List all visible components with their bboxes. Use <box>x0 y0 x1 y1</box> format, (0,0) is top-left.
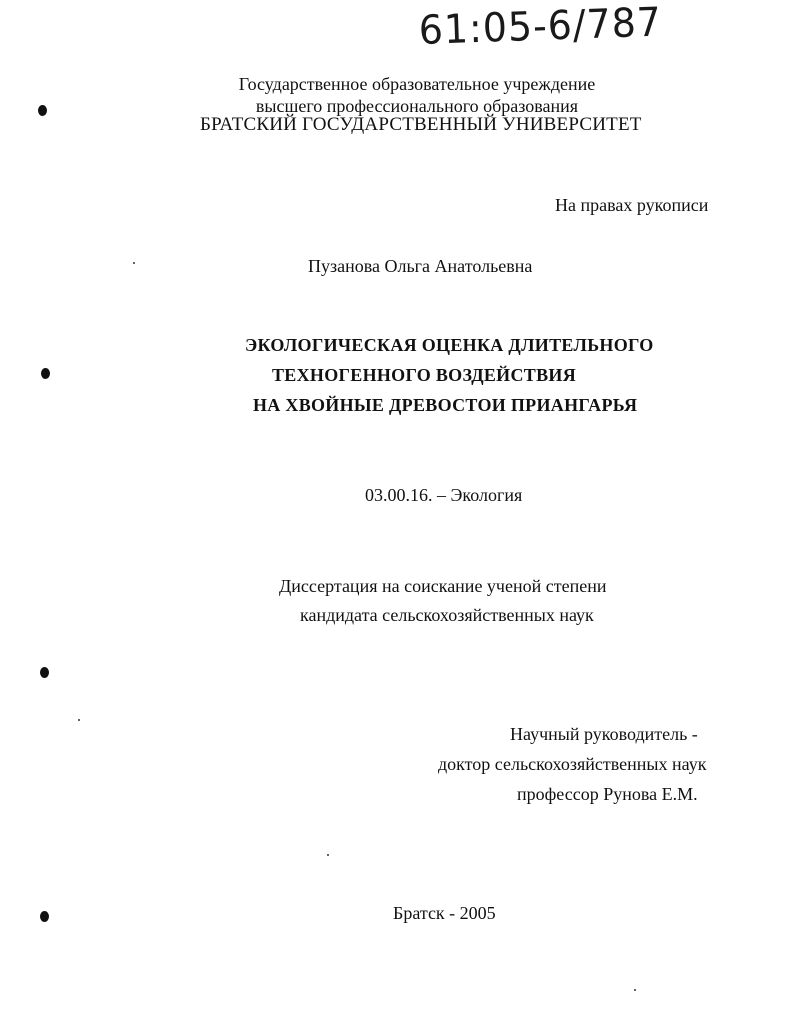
title-line-1: ЭКОЛОГИЧЕСКАЯ ОЦЕНКА ДЛИТЕЛЬНОГО <box>245 335 654 355</box>
manuscript-rights: На правах рукописи <box>555 195 709 215</box>
institution-line-1: Государственное образовательное учреждение <box>238 74 596 94</box>
dissertation-line-1: Диссертация на соискание ученой степени <box>279 576 607 596</box>
punch-hole-mark <box>40 667 49 678</box>
supervisor-line-2: доктор сельскохозяйственных наук <box>438 754 707 774</box>
supervisor-line-1: Научный руководитель - <box>510 724 698 744</box>
scan-speck <box>327 854 329 856</box>
specialty-code: 03.00.16. – Экология <box>365 485 523 505</box>
scan-speck <box>133 262 135 264</box>
scan-speck <box>78 719 80 721</box>
archive-stamp: 61:05-6/787 <box>418 0 663 54</box>
supervisor-line-3: профессор Рунова Е.М. <box>517 784 698 804</box>
punch-hole-mark <box>41 368 50 379</box>
punch-hole-mark <box>40 911 49 922</box>
scan-speck <box>634 989 636 991</box>
dissertation-line-2: кандидата сельскохозяйственных наук <box>300 605 594 625</box>
city-year: Братск - 2005 <box>393 903 496 923</box>
punch-hole-mark <box>38 105 47 116</box>
institution-line-3: БРАТСКИЙ ГОСУДАРСТВЕННЫЙ УНИВЕРСИТЕТ <box>200 114 642 135</box>
title-line-3: НА ХВОЙНЫЕ ДРЕВОСТОИ ПРИАНГАРЬЯ <box>253 395 638 415</box>
title-line-2: ТЕХНОГЕННОГО ВОЗДЕЙСТВИЯ <box>272 365 576 385</box>
author-name: Пузанова Ольга Анатольевна <box>308 256 533 276</box>
institution-line-2: высшего профессионального образования <box>255 96 579 116</box>
